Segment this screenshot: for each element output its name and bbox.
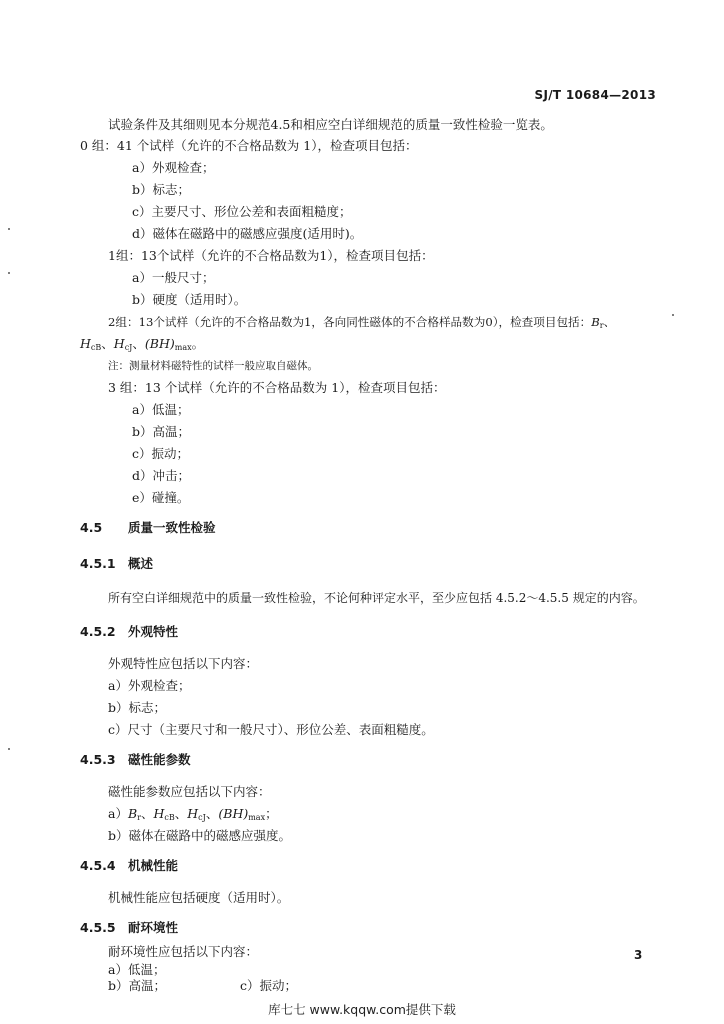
group2-title — [108, 314, 653, 334]
list-item: a）低温； — [108, 962, 166, 977]
list-item: b）标志； — [108, 700, 167, 715]
bh-sub: max — [248, 813, 266, 822]
footer-watermark[interactable]: 库七七 www.kqqw.com提供下载 — [268, 1002, 456, 1017]
intro-line: 试验条件及其细则见本分规范4.5和相应空白详细规范的质量一致性检验一览表。 — [108, 117, 553, 132]
hcj-sep: 、 — [205, 806, 219, 821]
group0-item: a）外观检查； — [132, 160, 215, 175]
paragraph: 机械性能应包括硬度（适用时）。 — [108, 890, 290, 905]
group3-item: a）低温； — [132, 402, 190, 417]
list-item: c）振动； — [240, 978, 298, 993]
group2-title-text: 2组：13个试样（允许的不合格品数为1，各向同性磁体的不合格样品数为0），检查项目包括： — [108, 315, 592, 329]
section-title: 耐环境性 — [128, 920, 179, 935]
list-item: $a)B_r$、$H_{cB}$、$H_{cJ}$、$(BH)_{max}$； — [108, 806, 278, 822]
bh-symbol: (BH) — [144, 336, 175, 351]
group1-item: a）一般尺寸； — [132, 270, 215, 285]
page-number: 3 — [634, 948, 643, 962]
paragraph: 耐环境性应包括以下内容： — [108, 944, 259, 959]
hcb-sep: 、 — [174, 806, 188, 821]
paragraph: 磁性能参数应包括以下内容： — [108, 784, 271, 799]
group2-end: 。 — [191, 336, 205, 351]
hcj-symbol: H — [113, 336, 125, 351]
section-number: 4.5.5 — [80, 920, 116, 935]
hcj-sub: cJ — [198, 813, 206, 822]
br-symbol: B — [591, 315, 600, 329]
hcj-symbol: H — [187, 806, 199, 821]
hcb-sub: cB — [164, 813, 175, 822]
paragraph: 所有空白详细规范中的质量一致性检验，不论何种评定水平，至少应包括 4.5.2～4.5.5 规定的内容。 — [108, 591, 645, 605]
section-number: 4.5 — [80, 520, 103, 535]
group2-params — [80, 336, 204, 356]
group3-item: b）高温； — [132, 424, 191, 439]
section-number: 4.5.4 — [80, 858, 116, 873]
scan-speck — [8, 228, 10, 230]
section-number: 4.5.1 — [80, 556, 116, 571]
br-sep: 、 — [603, 315, 616, 329]
list-item: a）外观检查； — [108, 678, 191, 693]
group3-item: c）振动； — [132, 446, 190, 461]
br-symbol: B — [127, 806, 138, 821]
standard-code: SJ/T 10684—2013 — [534, 88, 656, 102]
group3-title: 3 组：13 个试样（允许的不合格品数为 1），检查项目包括： — [108, 380, 446, 395]
hcj-sub: cJ — [124, 343, 133, 352]
group1-item: b）硬度（适用时）。 — [132, 292, 247, 307]
bh-symbol: (BH) — [218, 806, 249, 821]
group1-title: 1组：13个试样（允许的不合格品数为1），检查项目包括： — [108, 248, 434, 263]
scan-speck — [8, 748, 10, 750]
group0-item: c）主要尺寸、形位公差和表面粗糙度； — [132, 204, 352, 219]
list-item: b）高温； — [108, 978, 167, 993]
group0-item: b）标志； — [132, 182, 191, 197]
scan-speck — [672, 314, 674, 316]
br-sub: r — [137, 813, 141, 822]
section-title: 机械性能 — [128, 858, 179, 873]
group3-item: e）碰撞。 — [132, 490, 190, 505]
br-sub: r — [599, 321, 604, 330]
section-number: 4.5.2 — [80, 624, 116, 639]
section-title: 磁性能参数 — [128, 752, 191, 767]
scan-speck — [8, 272, 10, 274]
hcb-sep: 、 — [101, 336, 114, 351]
bh-sub: max — [174, 343, 192, 352]
section-title: 概述 — [128, 556, 154, 571]
br-sep: 、 — [140, 806, 154, 821]
list-item: b）磁体在磁路中的磁感应强度。 — [108, 828, 292, 843]
section-title: 质量一致性检验 — [128, 520, 216, 535]
group2-note: 注：测量材料磁特性的试样一般应取自磁体。 — [108, 360, 318, 372]
section-title: 外观特性 — [128, 624, 179, 639]
paragraph: 外观特性应包括以下内容： — [108, 656, 259, 671]
hcj-sep: 、 — [132, 336, 145, 351]
group0-title: 0 组：41 个试样（允许的不合格品数为 1），检查项目包括： — [80, 138, 418, 153]
group0-item: d）磁体在磁路中的磁感应强度(适用时)。 — [132, 226, 363, 241]
list-marker: a） — [108, 806, 128, 821]
list-item: c）尺寸（主要尺寸和一般尺寸）、形位公差、表面粗糙度。 — [108, 722, 434, 737]
hcb-sub: cB — [90, 343, 102, 352]
hcb-symbol: H — [153, 806, 165, 821]
group3-item: d）冲击； — [132, 468, 191, 483]
section-number: 4.5.3 — [80, 752, 116, 767]
hcb-symbol: H — [80, 336, 91, 351]
